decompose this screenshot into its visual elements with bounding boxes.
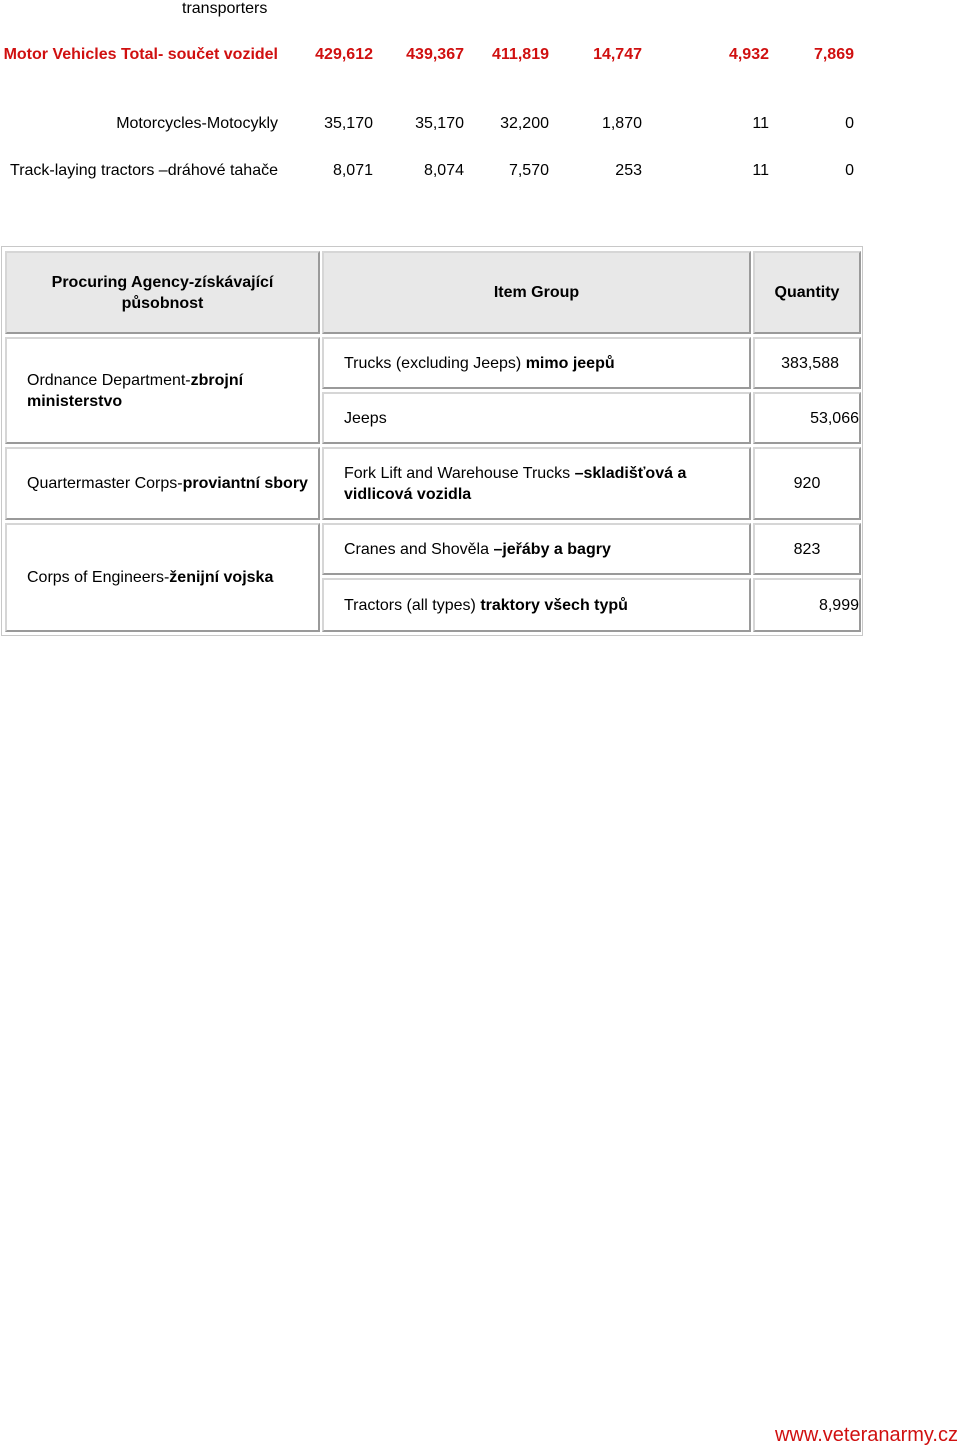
header-procuring-agency: Procuring Agency-získávající působnost [5, 251, 320, 334]
item-fork-lift: Fork Lift and Warehouse Trucks –skladišťová a vidlicová vozidla [322, 447, 751, 520]
row-value: 32,200 [500, 115, 549, 132]
header-quantity: Quantity [753, 251, 861, 334]
item-tractors: Tractors (all types) traktory všech typů [322, 578, 751, 632]
row-value: 7,869 [813, 46, 854, 63]
row-value: 0 [845, 162, 854, 179]
row-label: Motorcycles-Motocykly [116, 115, 278, 132]
row-value: 8,074 [423, 162, 464, 179]
item-trucks: Trucks (excluding Jeeps) mimo jeepů [322, 337, 751, 389]
row-value: 35,170 [324, 115, 373, 132]
quantity-trucks: 383,588 [753, 337, 861, 389]
row-value: 439,367 [406, 46, 464, 63]
row-value: 429,612 [315, 46, 373, 63]
row-value: 411,819 [492, 46, 549, 63]
row-value: 14,747 [593, 46, 642, 63]
row-value: 35,170 [415, 115, 464, 132]
header-item-group: Item Group [322, 251, 751, 334]
quantity-fork-lift: 920 [753, 447, 861, 520]
row-value: 8,071 [332, 162, 373, 179]
quantity-jeeps: 53,066 [753, 392, 861, 444]
row-value: 11 [752, 162, 769, 179]
carryover-label: transporters [182, 0, 268, 17]
row-value: 253 [615, 162, 642, 179]
agency-ordnance-department: Ordnance Department-zbrojní ministerstvo [5, 337, 320, 444]
row-label: Track-laying tractors –dráhové tahače [10, 162, 278, 179]
quantity-cranes: 823 [753, 523, 861, 575]
item-jeeps: Jeeps [322, 392, 751, 444]
row-label: Motor Vehicles Total- součet vozidel [3, 46, 278, 63]
procuring-agency-table [1, 246, 863, 636]
quantity-tractors: 8,999 [753, 578, 861, 632]
item-cranes: Cranes and Shověla –jeřáby a bagry [322, 523, 751, 575]
footer-website-link[interactable]: www.veteranarmy.cz [774, 1424, 958, 1446]
row-value: 0 [845, 115, 854, 132]
row-value: 4,932 [728, 46, 769, 63]
row-value: 1,870 [601, 115, 642, 132]
row-value: 11 [752, 115, 769, 132]
agency-quartermaster-corps: Quartermaster Corps-proviantní sbory [5, 447, 320, 520]
agency-corps-of-engineers: Corps of Engineers-ženijní vojska [5, 523, 320, 632]
row-value: 7,570 [508, 162, 549, 179]
